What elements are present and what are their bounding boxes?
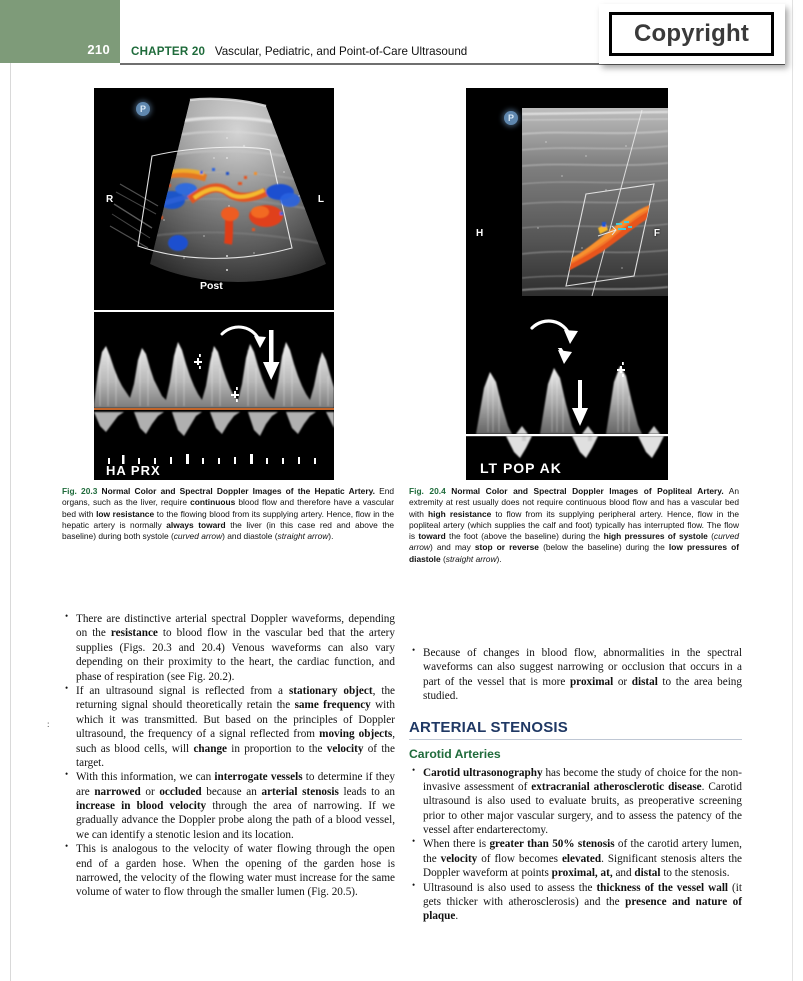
figure-20-4-number: Fig. 20.4 — [409, 486, 446, 496]
left-column-bullets — [62, 612, 395, 900]
list-item: • Ultrasound is also used to assess the thickness of the vessel wall (it gets thicker with atherosclerosis) and the presence and nature of plaque. — [409, 881, 742, 924]
list-item: • With this information, we can interrogate vessels to determine if they are narrowed or occluded because an arterial stenosis leads to an increase in blood velocity through the area of narrowing. If we gradually advance the Doppler probe along the path of a blood vessel, we can identify a stenotic lesion and its location. — [62, 770, 395, 842]
figure-20-3-number: Fig. 20.3 — [62, 486, 98, 496]
margin-mark: : — [47, 719, 50, 729]
copyright-stamp-label: Copyright — [633, 20, 750, 47]
left-text-column — [62, 612, 395, 900]
color-doppler-svg-right — [466, 88, 668, 348]
figure-20-3-caption-title: Normal Color and Spectral Doppler Images of the Hepatic Artery. — [101, 486, 375, 496]
figure-20-3-caption — [62, 486, 394, 542]
probe-orientation-icon-right: P — [504, 111, 518, 125]
figure-20-4-caption-title: Normal Color and Spectral Doppler Images of Popliteal Artery. — [451, 486, 724, 496]
section-heading-arterial-stenosis: ARTERIAL STENOSIS — [409, 718, 568, 736]
chapter-title: Vascular, Pediatric, and Point-of-Care Ultrasound — [214, 45, 468, 58]
figure-20-3-label-left: R — [106, 194, 114, 205]
list-item: • Because of changes in blood flow, abnormalities in the spectral waveforms can also suggest narrowing or occlusion that occurs in a part of the vessel that is more proximal or distal to the area being studied. — [409, 646, 742, 704]
page-edge-left — [10, 0, 11, 981]
color-doppler-svg — [94, 88, 334, 310]
subsection-heading-carotid-arteries: Carotid Arteries — [409, 746, 501, 761]
probe-orientation-icon: P — [136, 102, 150, 116]
list-item: • There are distinctive arterial spectral Doppler waveforms, depending on the resistance to blood flow in the vascular bed that the artery supplies (Figs. 20.3 and 20.4) Venous waveforms can also vary depending on their proximity to the heart, the cardiac function, and phase of respiration (see Fig. 20.2). — [62, 612, 395, 684]
list-item: • This is analogous to the velocity of water flowing through the open end of a garden hose. When the opening of the garden hose is narrowed, the velocity of the flowing water must increase for the same volume of water to flow through the smaller lumen (Fig. 20.5). — [62, 842, 395, 900]
figure-20-4-caption-body: An extremity at rest usually does not require continuous blood flow and has a vascular bed with high resistance to flow from its supplying peripheral artery. Hence, flow in the popliteal artery (which supplies the calf and foot) typically has interrupted flow. The flow is toward the foot (above the baseline) during the high pressures of systole (curved arrow) and may stop or reverse (below the baseline) during the low pressures of diastole (straight arrow). — [409, 486, 740, 564]
list-item: • If an ultrasound signal is reflected from a stationary object, the returning signal should theoretically retain the same frequency with which it was transmitted. But based on the principles of Doppler ultrasound, the frequency of a signal reflected from moving objects, such as blood cells, will change in proportion to the velocity of the target. — [62, 684, 395, 770]
copyright-stamp — [609, 12, 774, 56]
right-column-section-bullets — [409, 766, 742, 924]
figure-20-4-color-doppler-image — [466, 88, 668, 348]
figure-20-3-spectral-doppler-image — [94, 312, 334, 480]
figure-20-3-spectral-label: HA PRX — [106, 463, 161, 478]
running-head — [131, 45, 467, 58]
folio-block — [0, 0, 120, 63]
figure-20-4-caption — [409, 486, 739, 565]
figure-20-4-label-left: H — [476, 228, 484, 239]
figure-20-3-label-bottom: Post — [200, 280, 223, 292]
figure-20-4-spectral-doppler-image — [466, 348, 668, 480]
list-item: • When there is greater than 50% stenosis of the carotid artery lumen, the velocity of flow becomes elevated. Significant stenosis alters the Doppler waveform at points proximal, at, and distal to the stenosis. — [409, 837, 742, 880]
spectral-doppler-svg-left — [94, 312, 334, 480]
right-text-column — [409, 646, 742, 924]
figure-20-4-label-right: F — [653, 228, 660, 239]
figure-20-4-spectral-label: LT POP AK — [480, 460, 562, 476]
figure-20-3-label-right: L — [317, 194, 324, 205]
right-column-intro-bullets — [409, 646, 742, 704]
page-number: 210 — [87, 42, 110, 57]
figure-20-3-caption-body: End organs, such as the liver, require continuous blood flow and therefore have a vascular bed with low resistance to the flowing blood from its supplying artery. Hence, flow in the hepatic artery is normally always toward the liver (in this case red and above the baseline) during both systole (curved arrow) and diastole (straight arrow). — [62, 486, 395, 541]
list-item: • Carotid ultrasonography has become the study of choice for the non-invasive assessment of extracranial atherosclerotic disease. Carotid ultrasound is also used to evaluate bruits, as preoperative screening prior to other major vascular surgery, and to assess the patency of the vessel after endarterectomy. — [409, 766, 742, 838]
chapter-label: CHAPTER 20 — [131, 45, 206, 58]
figure-20-3-color-doppler-image — [94, 88, 334, 310]
section-heading-rule — [409, 739, 742, 740]
page-edge-right — [792, 0, 793, 981]
